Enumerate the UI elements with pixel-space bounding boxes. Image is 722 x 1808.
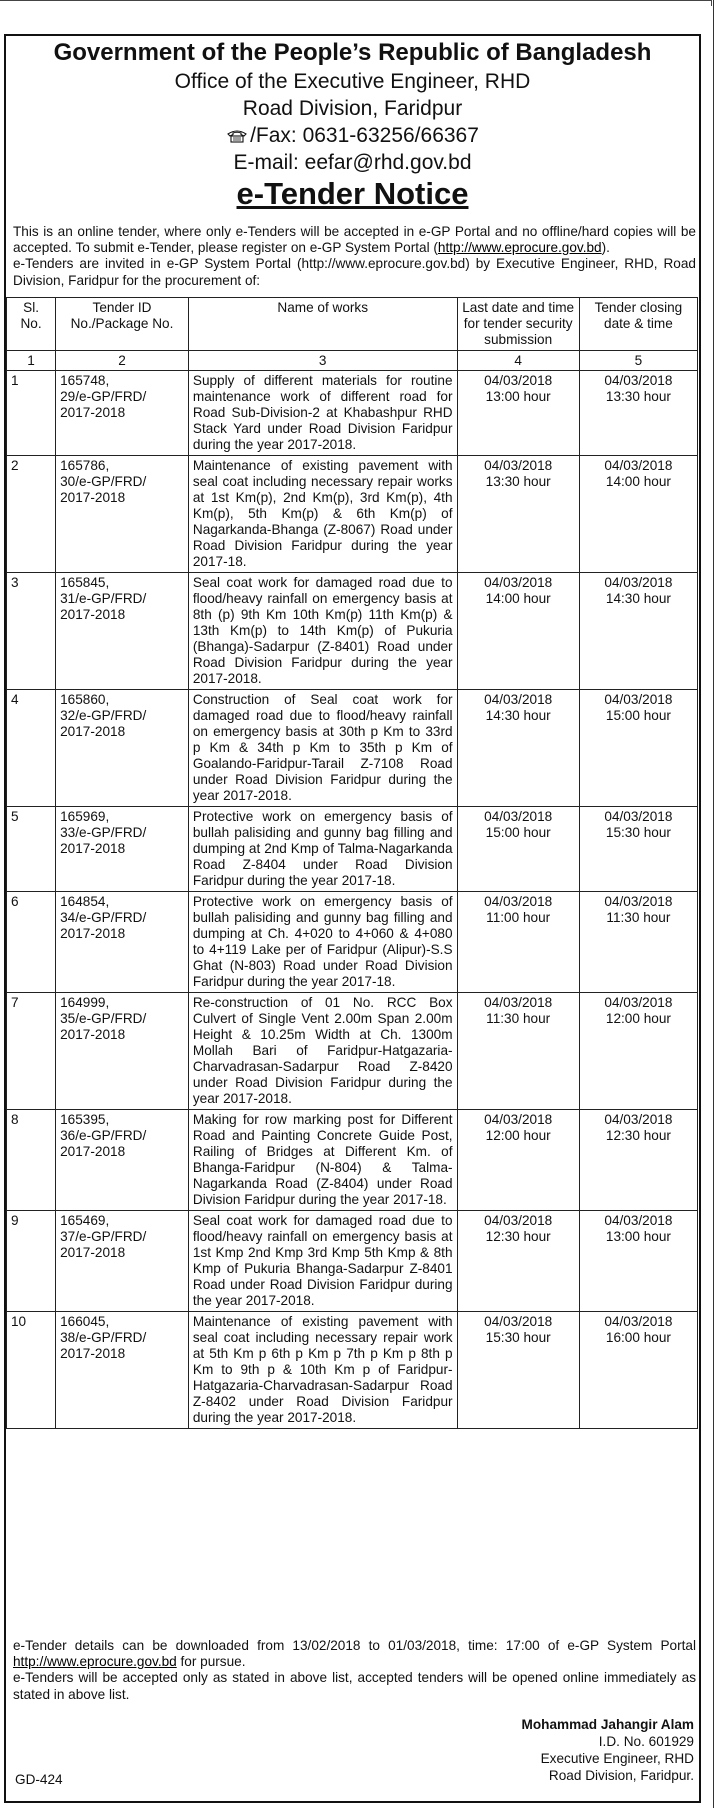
row-sl-no [7,456,56,573]
row-sl-no [7,371,56,456]
closing-time-text: 14:30 hour [605,591,671,606]
closing-time-text: 15:00 hour [605,708,671,723]
header-tender-id: Tender ID No./Package No. [56,298,189,351]
closing-date-text: 04/03/2018 [604,894,673,909]
closing-time-text: 13:30 hour [605,389,671,404]
row-closing-date [579,1312,697,1429]
security-date-text: 04/03/2018 [484,894,553,909]
table-row [7,573,698,690]
notice-header [6,38,699,212]
sl-no-text: 8 [11,1112,19,1127]
row-security-date [457,1312,579,1429]
row-tender-id [56,993,189,1110]
sl-no-text: 3 [11,575,19,590]
row-sl-no [7,1110,56,1211]
phone-fax-line [6,122,699,149]
row-sl-no [7,892,56,993]
tender-id-text: 165786, [60,458,110,473]
security-time-text: 15:00 hour [485,825,551,840]
row-name-of-works: Protective work on emergency basis of bullah palisiding and gunny bag filling and dumping at Ch. 4+020 to 4+060 & 4+080 to 4+119 Lake per of Faridpur (Alipur)-S.S Ghat (N-803) Road under Road Division Faridpur during the year 2017-18. [188,892,457,993]
row-sl-no [7,573,56,690]
tender-id-text: 165969, [60,809,110,824]
column-number: 4 [457,351,579,371]
closing-date-text: 04/03/2018 [604,809,673,824]
sl-no-text: 4 [11,692,19,707]
package-year-text: 2017-2018 [60,1144,126,1159]
telephone-icon [226,129,248,143]
table-row [7,1211,698,1312]
package-year-text: 2017-2018 [60,1245,126,1260]
tender-table [6,297,698,1429]
signatory-office: Road Division, Faridpur. [548,1768,694,1783]
tender-id-text: 165860, [60,692,110,707]
row-closing-date [579,1211,697,1312]
table-row [7,993,698,1110]
office-name: Office of the Executive Engineer, RHD [174,70,531,93]
tender-rows [7,371,698,1429]
table-row [7,371,698,456]
notice-title: e-Tender Notice [236,176,469,211]
sl-no-text: 10 [11,1314,27,1329]
signatory-id: I.D. No. 601929 [598,1734,694,1749]
table-row [7,807,698,892]
column-number: 2 [56,351,189,371]
security-time-text: 13:30 hour [485,474,551,489]
security-date-text: 04/03/2018 [484,1314,553,1329]
column-number: 1 [7,351,56,371]
row-name-of-works: Construction of Seal coat work for damaged road due to flood/heavy rainfall on emergency basis at 30th p Km to 33rd p Km & 34th p Km to 35th p Km of Goalando-Faridpur-Tarail Z-7108 Road under Road Division Faridpur during the year 2017-2018. [188,690,457,807]
security-time-text: 12:30 hour [485,1229,551,1244]
row-name-of-works: Maintenance of existing pavement with seal coat including necessary repair works at 1st Km(p), 2nd Km(p), 3rd Km(p), 4th Km(p), 5th Km(p) & 6th Km(p) of Nagarkanda-Bhanga (Z-8067) Road under Road Division Faridpur during the year 2017-18. [188,456,457,573]
page-top-border [0,0,712,6]
eprocure-footer-link[interactable]: http://www.eprocure.gov.bd [13,1654,177,1670]
security-date-text: 04/03/2018 [484,995,553,1010]
closing-date-text: 04/03/2018 [604,995,673,1010]
sl-no-text: 2 [11,458,19,473]
tender-id-text: 165748, [60,373,110,388]
row-tender-id [56,1312,189,1429]
security-time-text: 14:00 hour [485,591,551,606]
security-time-text: 12:00 hour [485,1128,551,1143]
closing-date-text: 04/03/2018 [604,575,673,590]
package-no-text: 30/e-GP/FRD/ [60,474,147,489]
security-time-text: 11:00 hour [486,910,551,925]
package-no-text: 35/e-GP/FRD/ [60,1011,147,1026]
sl-no-text: 9 [11,1213,19,1228]
row-closing-date [579,371,697,456]
row-name-of-works: Making for row marking post for Different Road and Painting Concrete Guide Post, Railing of Bridges at Different Km. of Bhanga-Faridpur (N-804) & Talma-Nagarkanda Road (Z-8404) under Road Division Faridpur during the year 2017-18. [188,1110,457,1211]
row-closing-date [579,993,697,1110]
row-closing-date [579,807,697,892]
row-tender-id [56,807,189,892]
package-year-text: 2017-2018 [60,724,126,739]
row-closing-date [579,690,697,807]
row-tender-id [56,573,189,690]
intro-text [13,224,696,289]
row-name-of-works: Supply of different materials for routine maintenance work of different road for Road Sub-Division-2 at Khabashpur RHD Stack Yard under Road Division Faridpur during the year 2017-2018. [188,371,457,456]
header-closing-date: Tender closing date & time [579,298,697,351]
tender-id-text: 166045, [60,1314,110,1329]
table-row [7,1312,698,1429]
package-no-text: 37/e-GP/FRD/ [60,1229,147,1244]
row-name-of-works: Maintenance of existing pavement with seal coat including necessary repair work at 5th Km p 6th p Km p 7th p Km p 8th p Km to 9th p & 10th Km p of Faridpur-Hatgazaria-Charvadrasan-Sadarpur Road Z-8402 under Road Division Faridpur during the year 2017-2018. [188,1312,457,1429]
package-no-text: 33/e-GP/FRD/ [60,825,147,840]
row-sl-no [7,1211,56,1312]
table-row [7,1110,698,1211]
closing-date-text: 04/03/2018 [604,1314,673,1329]
security-date-text: 04/03/2018 [484,458,553,473]
security-date-text: 04/03/2018 [484,1112,553,1127]
security-time-text: 14:30 hour [485,708,551,723]
row-tender-id [56,371,189,456]
row-closing-date [579,1110,697,1211]
footer-p1-end: for pursue. [176,1654,246,1670]
security-date-text: 04/03/2018 [484,1213,553,1228]
division-name: Road Division, Faridpur [242,97,463,120]
row-security-date [457,892,579,993]
package-year-text: 2017-2018 [60,1346,126,1361]
closing-time-text: 12:00 hour [605,1011,671,1026]
tender-id-text: 164999, [60,995,110,1010]
header-name-of-works: Name of works [188,298,457,351]
table-row [7,892,698,993]
package-year-text: 2017-2018 [60,1027,126,1042]
table-column-number-row [7,351,698,371]
page-right-border [713,0,714,1808]
table-row [7,456,698,573]
column-number: 5 [579,351,697,371]
row-tender-id [56,690,189,807]
intro-p1-text: This is an online tender, where only e-Tenders will be accepted in e-GP Portal and no offline/hard copies will be accepted. To submit e-Tender, please register on e-GP System Portal ( [13,224,696,256]
header-security-date: Last date and time for tender security submission [457,298,579,351]
security-date-text: 04/03/2018 [484,575,553,590]
ad-code: GD-424 [15,1772,63,1787]
tender-id-text: 165395, [60,1112,110,1127]
row-sl-no [7,1312,56,1429]
row-name-of-works: Re-construction of 01 No. RCC Box Culvert of Single Vent 2.00m Span 2.00m Height & 10.25m Width at Ch. 1300m Mollah Bari of Faridpur-Hatgazaria-Charvadrasan-Sadarpur Road Z-8420 under Road Division Faridpur during the year 2017-2018. [188,993,457,1110]
signature-block [522,1716,694,1784]
government-title: Government of the People’s Republic of Bangladesh [53,39,652,66]
intro-paragraph-1 [13,224,696,256]
row-sl-no [7,690,56,807]
row-name-of-works: Seal coat work for damaged road due to flood/heavy rainfall on emergency basis at 1st Kmp 2nd Kmp 3rd Kmp 5th Kmp & 8th Kmp of Pukuria Bhanga-Sadarpur Z-8401 Road under Road Division Faridpur during the year 2017-2018. [188,1211,457,1312]
signatory-title: Executive Engineer, RHD [540,1751,694,1766]
closing-date-text: 04/03/2018 [604,1213,673,1228]
sl-no-text: 6 [11,894,19,909]
closing-time-text: 16:00 hour [605,1330,671,1345]
sl-no-text: 5 [11,809,19,824]
package-year-text: 2017-2018 [60,405,126,420]
email-line: E-mail: eefar@rhd.gov.bd [233,151,472,174]
signatory-name: Mohammad Jahangir Alam [521,1717,694,1732]
row-closing-date [579,456,697,573]
tender-id-text: 165845, [60,575,110,590]
security-time-text: 15:30 hour [485,1330,551,1345]
security-date-text: 04/03/2018 [484,373,553,388]
row-security-date [457,1110,579,1211]
closing-time-text: 12:30 hour [605,1128,671,1143]
closing-time-text: 13:00 hour [605,1229,671,1244]
package-no-text: 34/e-GP/FRD/ [60,910,147,925]
package-year-text: 2017-2018 [60,607,126,622]
closing-date-text: 04/03/2018 [604,373,673,388]
row-security-date [457,371,579,456]
row-sl-no [7,807,56,892]
security-date-text: 04/03/2018 [484,809,553,824]
row-name-of-works: Seal coat work for damaged road due to flood/heavy rainfall on emergency basis at 8th (p) 9th Km 10th Km(p) 11th Km(p) & 13th Km(p) to 14th Km(p) of Pukuria (Bhanga)-Sadarpur (Z-8401) Road under Road Division Faridpur during the year 2017-2018. [188,573,457,690]
header-sl-no: Sl. No. [7,298,56,351]
row-tender-id [56,1211,189,1312]
package-no-text: 38/e-GP/FRD/ [60,1330,147,1345]
row-tender-id [56,892,189,993]
tender-id-text: 165469, [60,1213,110,1228]
phone-fax-text: /Fax: 0631-63256/66367 [250,124,479,147]
package-year-text: 2017-2018 [60,841,126,856]
closing-date-text: 04/03/2018 [604,458,673,473]
row-tender-id [56,456,189,573]
closing-date-text: 04/03/2018 [604,692,673,707]
package-no-text: 36/e-GP/FRD/ [60,1128,147,1143]
row-security-date [457,456,579,573]
row-security-date [457,573,579,690]
row-name-of-works: Protective work on emergency basis of bullah palisiding and gunny bag filling and dumping at 2nd Kmp of Talma-Nagarkanda Road Z-8404 under Road Division Faridpur during the year 2017-18. [188,807,457,892]
footer-paragraph-2: e-Tenders will be accepted only as stated in above list, accepted tenders will be opened online immediately as stated in above list. [13,1670,696,1702]
row-closing-date [579,573,697,690]
closing-time-text: 15:30 hour [605,825,671,840]
package-year-text: 2017-2018 [60,490,126,505]
security-time-text: 11:30 hour [486,1011,551,1026]
package-no-text: 32/e-GP/FRD/ [60,708,147,723]
closing-time-text: 14:00 hour [605,474,671,489]
row-tender-id [56,1110,189,1211]
sl-no-text: 7 [11,995,19,1010]
package-year-text: 2017-2018 [60,926,126,941]
eprocure-link[interactable]: http://www.eprocure.gov.bd [437,240,602,256]
table-header-row [7,298,698,351]
footer-p1-text: e-Tender details can be downloaded from 13/02/2018 to 01/03/2018, time: 17:00 of e-GP System Portal [13,1638,696,1653]
footer-paragraph-1 [13,1638,696,1670]
intro-paragraph-2: e-Tenders are invited in e-GP System Portal (http://www.eprocure.gov.bd) by Executive Engineer, RHD, Road Division, Faridpur for the procurement of: [13,256,696,288]
table-row [7,690,698,807]
row-sl-no [7,993,56,1110]
column-number: 3 [188,351,457,371]
row-security-date [457,690,579,807]
closing-date-text: 04/03/2018 [604,1112,673,1127]
tender-id-text: 164854, [60,894,110,909]
footer-text [13,1638,696,1703]
intro-p1-end: ). [601,240,610,256]
security-date-text: 04/03/2018 [484,692,553,707]
sl-no-text: 1 [11,373,19,388]
closing-time-text: 11:30 hour [606,910,671,925]
package-no-text: 29/e-GP/FRD/ [60,389,147,404]
package-no-text: 31/e-GP/FRD/ [60,591,147,606]
row-security-date [457,1211,579,1312]
row-closing-date [579,892,697,993]
row-security-date [457,993,579,1110]
row-security-date [457,807,579,892]
security-time-text: 13:00 hour [485,389,551,404]
